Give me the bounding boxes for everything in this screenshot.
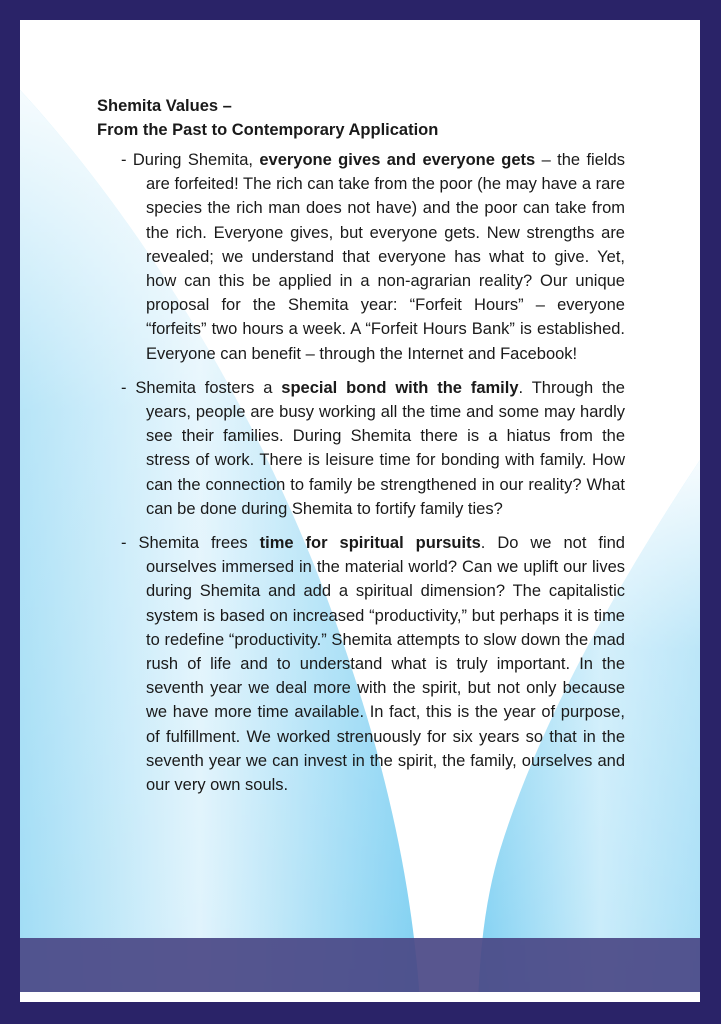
bullet-emphasis: everyone gives and everyone gets <box>259 151 536 169</box>
bullet-prefix: - Shemita frees <box>121 534 260 553</box>
heading-line-2: From the Past to Contemporary Application <box>97 121 439 139</box>
heading-line-1: Shemita Values – <box>97 97 232 115</box>
bullet-text: . Do we not find ourselves immersed in the material world? Can we uplift our lives during Shemita and add a spiritual dimension? The capitalistic system is based on increased “productivity,” but perhaps it is time to redefine “productivity.” Shemita attempts to slow down the mad rush of life and to understand what is truly important. In the seventh year we deal more with the spirit, but not only because we have more time available. In fact, this is the year of purpose, of fulfillment. We worked strenuously for six years so that in the seventh year we can invest in the spirit, the family, ourselves and our very own souls. <box>146 534 625 795</box>
section-heading <box>97 94 625 142</box>
bullet-text: – the fields are forfeited! The rich can take from the poor (he may have a rare species the rich man does not have) and the poor can take from the rich. Everyone gives, but everyone gets. New strengths are revealed; we understand that everyone has what to give. Yet, how can this be applied in a non-agrarian reality? Our unique proposal for the Shemita year: “Forfeit Hours” – everyone “forfeits” two hours a week. A “Forfeit Hours Bank” is established. Everyone can benefit – through the Internet and Facebook! <box>146 151 625 363</box>
article-body <box>97 94 625 807</box>
document-page <box>20 20 700 1002</box>
bullet-paragraph-family <box>97 376 625 521</box>
footer-strip <box>20 992 700 1002</box>
bullet-emphasis: special bond with the family <box>281 378 519 397</box>
bullet-prefix: - During Shemita, <box>121 151 260 169</box>
bullet-paragraph-spiritual <box>97 531 625 797</box>
footer-band <box>20 938 700 992</box>
bullet-prefix: - Shemita fosters a <box>121 378 282 397</box>
bullet-text: . Through the years, people are busy working all the time and some may hardly see their families. During Shemita there is a hiatus from the stress of work. There is leisure time for bonding with family. How can the connection to family be strengthened in our reality? What can be done during Shemita to fortify family ties? <box>146 378 625 518</box>
bullet-emphasis: time for spiritual pursuits <box>259 534 481 553</box>
bullet-paragraph-giving <box>97 148 625 366</box>
